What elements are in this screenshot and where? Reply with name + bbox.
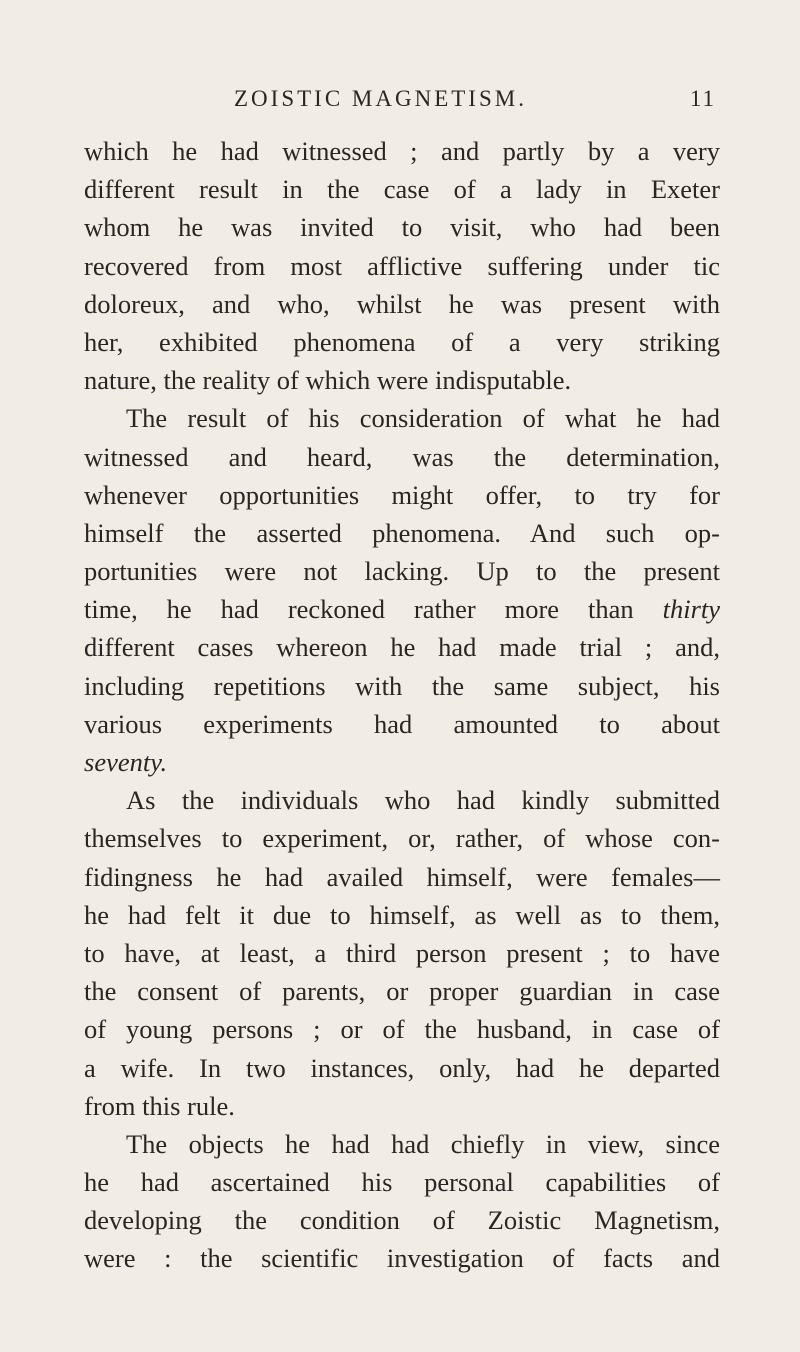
- text-segment: time, he had reckoned rather more than: [84, 594, 634, 625]
- text-line: the consent of parents, or proper guardian in case: [84, 976, 720, 1007]
- body-text: [84, 132, 720, 1278]
- text-line: himself the asserted phenomena. And such op-: [84, 517, 720, 548]
- text-line: he had felt it due to himself, as well as to them,: [84, 899, 720, 930]
- text-line: of young persons ; or of the husband, in case of: [84, 1014, 720, 1045]
- page-number: 11: [689, 86, 716, 111]
- text-line: recovered from most afflictive suffering under tic: [84, 250, 720, 281]
- text-line: whom he was invited to visit, who had been: [84, 212, 720, 243]
- text-line: As the individuals who had kindly submitted: [126, 785, 720, 816]
- text-line: portunities were not lacking. Up to the present: [84, 556, 720, 587]
- text-line: themselves to experiment, or, rather, of whose con-: [84, 823, 720, 854]
- text-line: a wife. In two instances, only, had he departed: [84, 1052, 720, 1083]
- text-line-with-italic: [84, 590, 720, 628]
- italic-line: seventy.: [84, 747, 168, 777]
- text-line: different cases whereon he had made trial ; and,: [84, 632, 720, 663]
- running-title: ZOISTIC MAGNETISM.: [234, 86, 527, 111]
- italic-word: thirty: [662, 594, 721, 625]
- running-head: [0, 86, 800, 116]
- text-line: different result in the case of a lady in Exeter: [84, 174, 720, 205]
- text-line: nature, the reality of which were indisputable.: [84, 365, 572, 396]
- text-line: The result of his consideration of what he had: [126, 403, 720, 434]
- text-line: to have, at least, a third person present ; to have: [84, 937, 720, 968]
- text-line: whenever opportunities might offer, to try for: [84, 479, 720, 510]
- text-line: which he had witnessed ; and partly by a very: [84, 136, 720, 166]
- text-line: fidingness he had availed himself, were females—: [84, 861, 720, 892]
- text-line: doloreux, and who, whilst he was present with: [84, 288, 720, 319]
- text-line: various experiments had amounted to about: [84, 708, 720, 739]
- text-line: were : the scientific investigation of facts and: [84, 1243, 720, 1274]
- text-line: witnessed and heard, was the determination,: [84, 441, 720, 472]
- text-line: including repetitions with the same subject, his: [84, 670, 720, 701]
- text-line: developing the condition of Zoistic Magnetism,: [84, 1205, 720, 1236]
- text-line: from this rule.: [84, 1090, 235, 1121]
- text-line: he had ascertained his personal capabilities of: [84, 1167, 720, 1198]
- text-line: her, exhibited phenomena of a very striking: [84, 326, 720, 357]
- text-line: The objects he had had chiefly in view, since: [126, 1128, 720, 1159]
